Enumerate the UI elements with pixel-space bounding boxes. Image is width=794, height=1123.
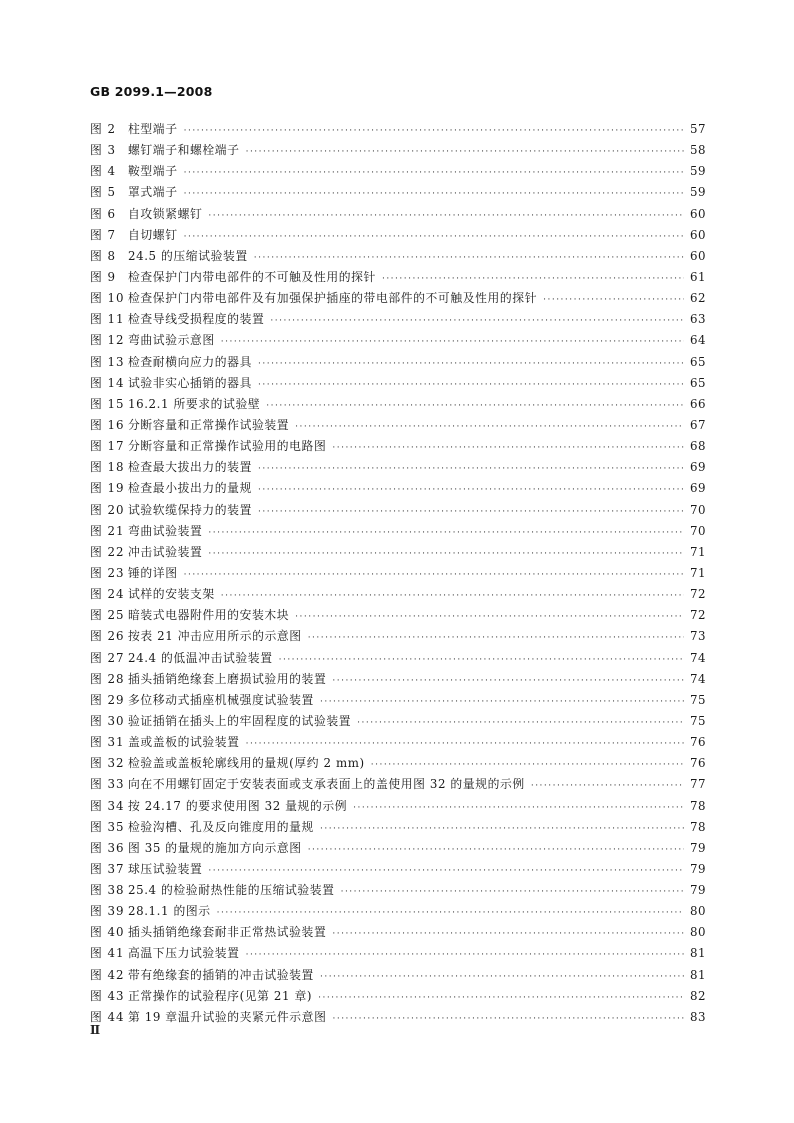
page-reference: 69 [689, 460, 706, 475]
figure-label: 图 41 [90, 946, 125, 961]
figure-title: 试验软缆保持力的装置 [128, 502, 252, 517]
dot-leader [221, 586, 684, 607]
figure-label: 图 2 [90, 122, 117, 136]
figure-label: 图 22 [90, 544, 125, 559]
figure-title: 16.2.1 所要求的试验壁 [128, 396, 261, 411]
figure-label: 图 15 [90, 396, 125, 411]
figure-label: 图 3 [90, 143, 117, 158]
dot-leader [295, 417, 684, 438]
page-reference: 65 [689, 375, 706, 390]
figure-title: 按 24.17 的要求使用图 32 量规的示例 [128, 798, 348, 813]
figure-title: 自攻锁紧螺钉 [128, 206, 203, 221]
figure-title: 图 35 的量规的施加方向示意图 [128, 840, 302, 855]
figure-title: 分断容量和正常操作试验装置 [128, 417, 290, 432]
dot-leader [258, 480, 684, 501]
toc-entry[interactable] [90, 204, 706, 225]
figure-label: 图 40 [90, 925, 125, 940]
figure-title: 冲击试验装置 [128, 544, 203, 559]
figure-label: 图 27 [90, 650, 125, 665]
figure-label: 图 37 [90, 861, 125, 876]
figure-label: 图 6 [90, 206, 117, 221]
figure-title: 检查最小拔出力的量规 [128, 481, 252, 496]
figure-label: 图 33 [90, 777, 125, 792]
page-reference: 79 [689, 840, 706, 855]
figure-label: 图 8 [90, 248, 117, 263]
figure-label: 图 29 [90, 692, 125, 707]
page-reference: 76 [689, 735, 706, 750]
page-reference: 80 [689, 925, 706, 940]
toc-entry[interactable] [90, 986, 706, 1007]
toc-entry[interactable] [90, 774, 706, 795]
dot-leader [258, 459, 684, 480]
page-reference: 81 [689, 967, 706, 982]
dot-leader [246, 734, 684, 755]
page-reference: 64 [689, 333, 706, 348]
figure-title: 检查保护门内带电部件的不可触及性用的探针 [128, 269, 376, 284]
figure-list [90, 119, 706, 1028]
dot-leader [308, 628, 684, 649]
figure-label: 图 30 [90, 713, 125, 728]
page-reference: 60 [689, 248, 706, 263]
figure-label: 图 38 [90, 883, 125, 898]
dot-leader [221, 332, 684, 353]
page-reference: 81 [689, 946, 706, 961]
dot-leader [279, 650, 684, 671]
figure-label: 图 19 [90, 481, 125, 496]
figure-title: 弯曲试验装置 [128, 523, 203, 538]
figure-title: 检查最大拔出力的装置 [128, 460, 252, 475]
dot-leader [208, 523, 684, 544]
figure-title: 多位移动式插座机械强度试验装置 [128, 692, 314, 707]
dot-leader [217, 903, 684, 924]
figure-label: 图 42 [90, 967, 125, 982]
toc-entry[interactable] [90, 648, 706, 669]
dot-leader [246, 945, 684, 966]
figure-label: 图 34 [90, 798, 125, 813]
figure-title: 分断容量和正常操作试验用的电路图 [128, 439, 327, 454]
page-reference: 59 [689, 164, 706, 179]
toc-entry[interactable] [90, 626, 706, 647]
dot-leader [208, 206, 684, 227]
toc-entry[interactable] [90, 690, 706, 711]
page-reference: 61 [689, 269, 706, 284]
figure-label: 图 5 [90, 185, 117, 200]
figure-title: 柱型端子 [128, 122, 178, 136]
figure-title: 带有绝缘套的插销的冲击试验装置 [128, 967, 314, 982]
dot-leader [308, 840, 684, 861]
dot-leader [341, 882, 684, 903]
page-reference: 57 [689, 122, 706, 136]
toc-entry[interactable] [90, 732, 706, 753]
figure-title: 验证插销在插头上的牢固程度的试验装置 [128, 713, 352, 728]
toc-entry[interactable] [90, 140, 706, 161]
toc-entry[interactable] [90, 352, 706, 373]
toc-entry[interactable] [90, 880, 706, 901]
dot-leader [208, 861, 684, 882]
page-reference: 78 [689, 819, 706, 834]
figure-title: 球压试验装置 [128, 861, 203, 876]
page-reference: 76 [689, 756, 706, 771]
toc-entry[interactable] [90, 246, 706, 267]
figure-label: 图 13 [90, 354, 125, 369]
dot-leader [320, 692, 684, 713]
page-reference: 67 [689, 417, 706, 432]
page-reference: 65 [689, 354, 706, 369]
figure-title: 暗装式电器附件用的安装木块 [128, 608, 290, 623]
toc-entry[interactable] [90, 584, 706, 605]
standard-code-header: GB 2099.1—2008 [90, 84, 213, 99]
figure-title: 检查耐横向应力的器具 [128, 354, 252, 369]
dot-leader [258, 354, 684, 375]
toc-entry[interactable] [90, 415, 706, 436]
dot-leader [332, 924, 684, 945]
figure-label: 图 14 [90, 375, 125, 390]
figure-label: 图 24 [90, 587, 125, 602]
figure-label: 图 44 [90, 1009, 125, 1024]
page-reference: 71 [689, 565, 706, 580]
toc-entry[interactable] [90, 943, 706, 964]
page-reference: 63 [689, 312, 706, 327]
page-reference: 79 [689, 861, 706, 876]
page-number: Ⅱ [90, 1023, 101, 1037]
page-reference: 59 [689, 185, 706, 200]
toc-entry[interactable] [90, 1007, 706, 1028]
dot-leader [184, 121, 684, 142]
figure-label: 图 18 [90, 460, 125, 475]
page-reference: 69 [689, 481, 706, 496]
page-reference: 82 [689, 988, 706, 1003]
dot-leader [258, 502, 684, 523]
figure-title: 检验沟槽、孔及反向锥度用的量规 [128, 819, 314, 834]
figure-title: 盖或盖板的试验装置 [128, 735, 240, 750]
dot-leader [382, 269, 684, 290]
dot-leader [318, 988, 684, 1009]
toc-entry[interactable] [90, 478, 706, 499]
dot-leader [184, 565, 684, 586]
page-reference: 83 [689, 1009, 706, 1024]
toc-entry[interactable] [90, 796, 706, 817]
page-reference: 74 [689, 650, 706, 665]
page-reference: 80 [689, 904, 706, 919]
figure-title: 正常操作的试验程序(见第 21 章) [128, 988, 313, 1003]
page-reference: 73 [689, 629, 706, 644]
dot-leader [270, 311, 684, 332]
toc-entry[interactable] [90, 457, 706, 478]
toc-entry[interactable] [90, 119, 706, 140]
dot-leader [184, 227, 684, 248]
toc-entry[interactable] [90, 901, 706, 922]
page-reference: 72 [689, 587, 706, 602]
dot-leader [184, 184, 684, 205]
toc-entry[interactable] [90, 542, 706, 563]
figure-title: 检查导线受损程度的装置 [128, 312, 265, 327]
toc-entry[interactable] [90, 753, 706, 774]
toc-entry[interactable] [90, 838, 706, 859]
page-reference: 68 [689, 439, 706, 454]
page-reference: 60 [689, 227, 706, 242]
toc-entry[interactable] [90, 309, 706, 330]
toc-entry[interactable] [90, 394, 706, 415]
figure-title: 试验非实心插销的器具 [128, 375, 252, 390]
figure-title: 检验盖或盖板轮廓线用的量规(厚约 2 mm) [128, 756, 365, 771]
dot-leader [332, 671, 684, 692]
figure-label: 图 43 [90, 988, 125, 1003]
figure-label: 图 4 [90, 164, 117, 179]
toc-entry[interactable] [90, 669, 706, 690]
figure-label: 图 11 [90, 312, 125, 327]
figure-label: 图 12 [90, 333, 125, 348]
figure-title: 24.4 的低温冲击试验装置 [128, 650, 273, 665]
figure-title: 检查保护门内带电部件及有加强保护插座的带电部件的不可触及性用的探针 [128, 291, 538, 306]
toc-entry[interactable] [90, 373, 706, 394]
toc-entry[interactable] [90, 330, 706, 351]
figure-title: 24.5 的压缩试验装置 [128, 248, 248, 263]
figure-title: 按表 21 冲击应用所示的示意图 [128, 629, 302, 644]
figure-label: 图 20 [90, 502, 125, 517]
dot-leader [208, 544, 684, 565]
dot-leader [371, 755, 684, 776]
toc-entry[interactable] [90, 500, 706, 521]
figure-label: 图 35 [90, 819, 125, 834]
figure-label: 图 25 [90, 608, 125, 623]
figure-title: 自切螺钉 [128, 227, 178, 242]
toc-entry[interactable] [90, 605, 706, 626]
figure-label: 图 16 [90, 417, 125, 432]
page-reference: 72 [689, 608, 706, 623]
toc-entry[interactable] [90, 161, 706, 182]
dot-leader [332, 438, 684, 459]
figure-label: 图 23 [90, 565, 125, 580]
figure-title: 罩式端子 [128, 185, 178, 200]
toc-entry[interactable] [90, 267, 706, 288]
dot-leader [254, 248, 684, 269]
figure-title: 高温下压力试验装置 [128, 946, 240, 961]
figure-title: 向在不用螺钉固定于安装表面或支承表面上的盖使用图 32 的量规的示例 [128, 777, 525, 792]
figure-title: 螺钉端子和螺栓端子 [128, 143, 240, 158]
figure-title: 试样的安装支架 [128, 587, 215, 602]
figure-label: 图 36 [90, 840, 125, 855]
toc-entry[interactable] [90, 288, 706, 309]
figure-label: 图 7 [90, 227, 117, 242]
figure-label: 图 10 [90, 291, 125, 306]
figure-label: 图 39 [90, 904, 125, 919]
page-reference: 71 [689, 544, 706, 559]
dot-leader [543, 290, 684, 311]
dot-leader [295, 607, 684, 628]
toc-entry[interactable] [90, 436, 706, 457]
figure-title: 插头插销绝缘套上磨损试验用的装置 [128, 671, 327, 686]
page-reference: 78 [689, 798, 706, 813]
figure-title: 插头插销绝缘套耐非正常热试验装置 [128, 925, 327, 940]
figure-label: 图 26 [90, 629, 125, 644]
dot-leader [184, 163, 684, 184]
page-reference: 79 [689, 883, 706, 898]
page-reference: 74 [689, 671, 706, 686]
page-reference: 75 [689, 692, 706, 707]
dot-leader [531, 776, 684, 797]
page-reference: 60 [689, 206, 706, 221]
figure-label: 图 17 [90, 439, 125, 454]
dot-leader [258, 375, 684, 396]
dot-leader [353, 798, 684, 819]
figure-title: 锤的详图 [128, 565, 178, 580]
figure-title: 25.4 的检验耐热性能的压缩试验装置 [128, 883, 335, 898]
page-reference: 66 [689, 396, 706, 411]
dot-leader [266, 396, 684, 417]
page-reference: 75 [689, 713, 706, 728]
toc-entry[interactable] [90, 182, 706, 203]
page-reference: 77 [689, 777, 706, 792]
toc-entry[interactable] [90, 965, 706, 986]
toc-entry[interactable] [90, 817, 706, 838]
toc-entry[interactable] [90, 225, 706, 246]
figure-label: 图 32 [90, 756, 125, 771]
dot-leader [332, 1009, 684, 1030]
page-reference: 70 [689, 502, 706, 517]
figure-title: 第 19 章温升试验的夹紧元件示意图 [128, 1009, 327, 1024]
toc-entry[interactable] [90, 922, 706, 943]
toc-entry[interactable] [90, 711, 706, 732]
figure-title: 弯曲试验示意图 [128, 333, 215, 348]
figure-label: 图 21 [90, 523, 125, 538]
figure-title: 鞍型端子 [128, 164, 178, 179]
page-reference: 70 [689, 523, 706, 538]
toc-entry[interactable] [90, 859, 706, 880]
dot-leader [320, 819, 684, 840]
dot-leader [320, 967, 684, 988]
figure-label: 图 28 [90, 671, 125, 686]
dot-leader [246, 142, 684, 163]
figure-title: 28.1.1 的图示 [128, 904, 211, 919]
toc-entry[interactable] [90, 563, 706, 584]
dot-leader [357, 713, 684, 734]
figure-label: 图 9 [90, 269, 117, 284]
page-reference: 62 [689, 291, 706, 306]
figure-label: 图 31 [90, 735, 125, 750]
toc-entry[interactable] [90, 521, 706, 542]
page-reference: 58 [689, 143, 706, 158]
